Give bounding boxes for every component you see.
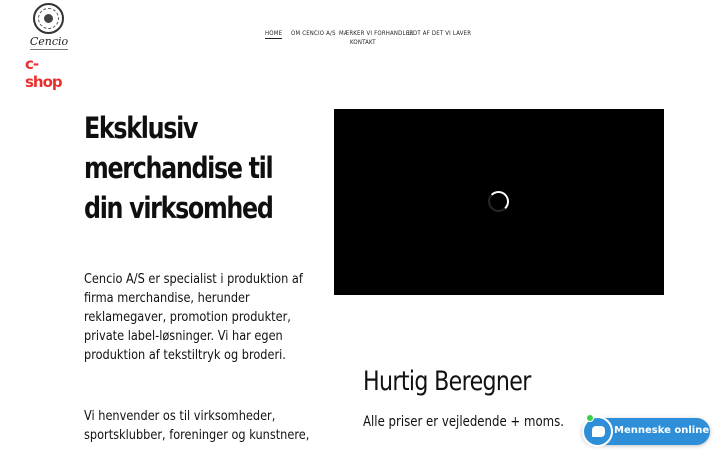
online-status-icon [586, 414, 594, 422]
video-player[interactable] [334, 109, 664, 295]
brand-name: Cencio [29, 35, 69, 48]
chat-label: Menneske online [614, 425, 710, 436]
audience-paragraph [84, 407, 311, 445]
paragraph-line: Cencio A/S er specialist i produktion af [84, 271, 303, 287]
nav-item-om-cencio[interactable]: OM CENCIO A/S [291, 30, 336, 37]
hero-title-line: din virksomhed [84, 191, 273, 225]
nav-item-lidt-af-det[interactable]: LIDT AF DET VI LAVER [408, 30, 472, 37]
nav-item-maerker[interactable]: MÆRKER VI FORHANDLER [339, 30, 414, 37]
hero-title [84, 108, 322, 228]
chat-message-icon [592, 426, 605, 437]
paragraph-line: produktion af tekstiltryk og broderi. [84, 347, 286, 363]
hero-title-line: Eksklusiv [84, 111, 198, 145]
paragraph-line: sportsklubber, foreninger og kunstnere, [84, 427, 310, 443]
nav-item-home[interactable]: HOME [265, 30, 283, 37]
intro-paragraph [84, 270, 311, 365]
loading-spinner-icon [488, 191, 509, 212]
nav-item-kontakt[interactable]: KONTAKT [350, 39, 376, 46]
paragraph-line: firma merchandise, herunder [84, 290, 250, 306]
hero-title-line: merchandise til [84, 151, 273, 185]
live-chat-button[interactable] [582, 418, 710, 445]
paragraph-line: reklamegaver, promotion produkter, [84, 309, 291, 325]
paragraph-line: private label-løsninger. Vi har egen [84, 328, 283, 344]
calculator-subtitle: Alle priser er vejledende + moms. [363, 414, 564, 430]
paragraph-line: Vi henvender os til virksomheder, [84, 408, 276, 424]
shop-logo[interactable]: c-shop [25, 55, 62, 91]
calculator-title: Hurtig Beregner [363, 366, 531, 397]
main-navigation [0, 30, 720, 50]
